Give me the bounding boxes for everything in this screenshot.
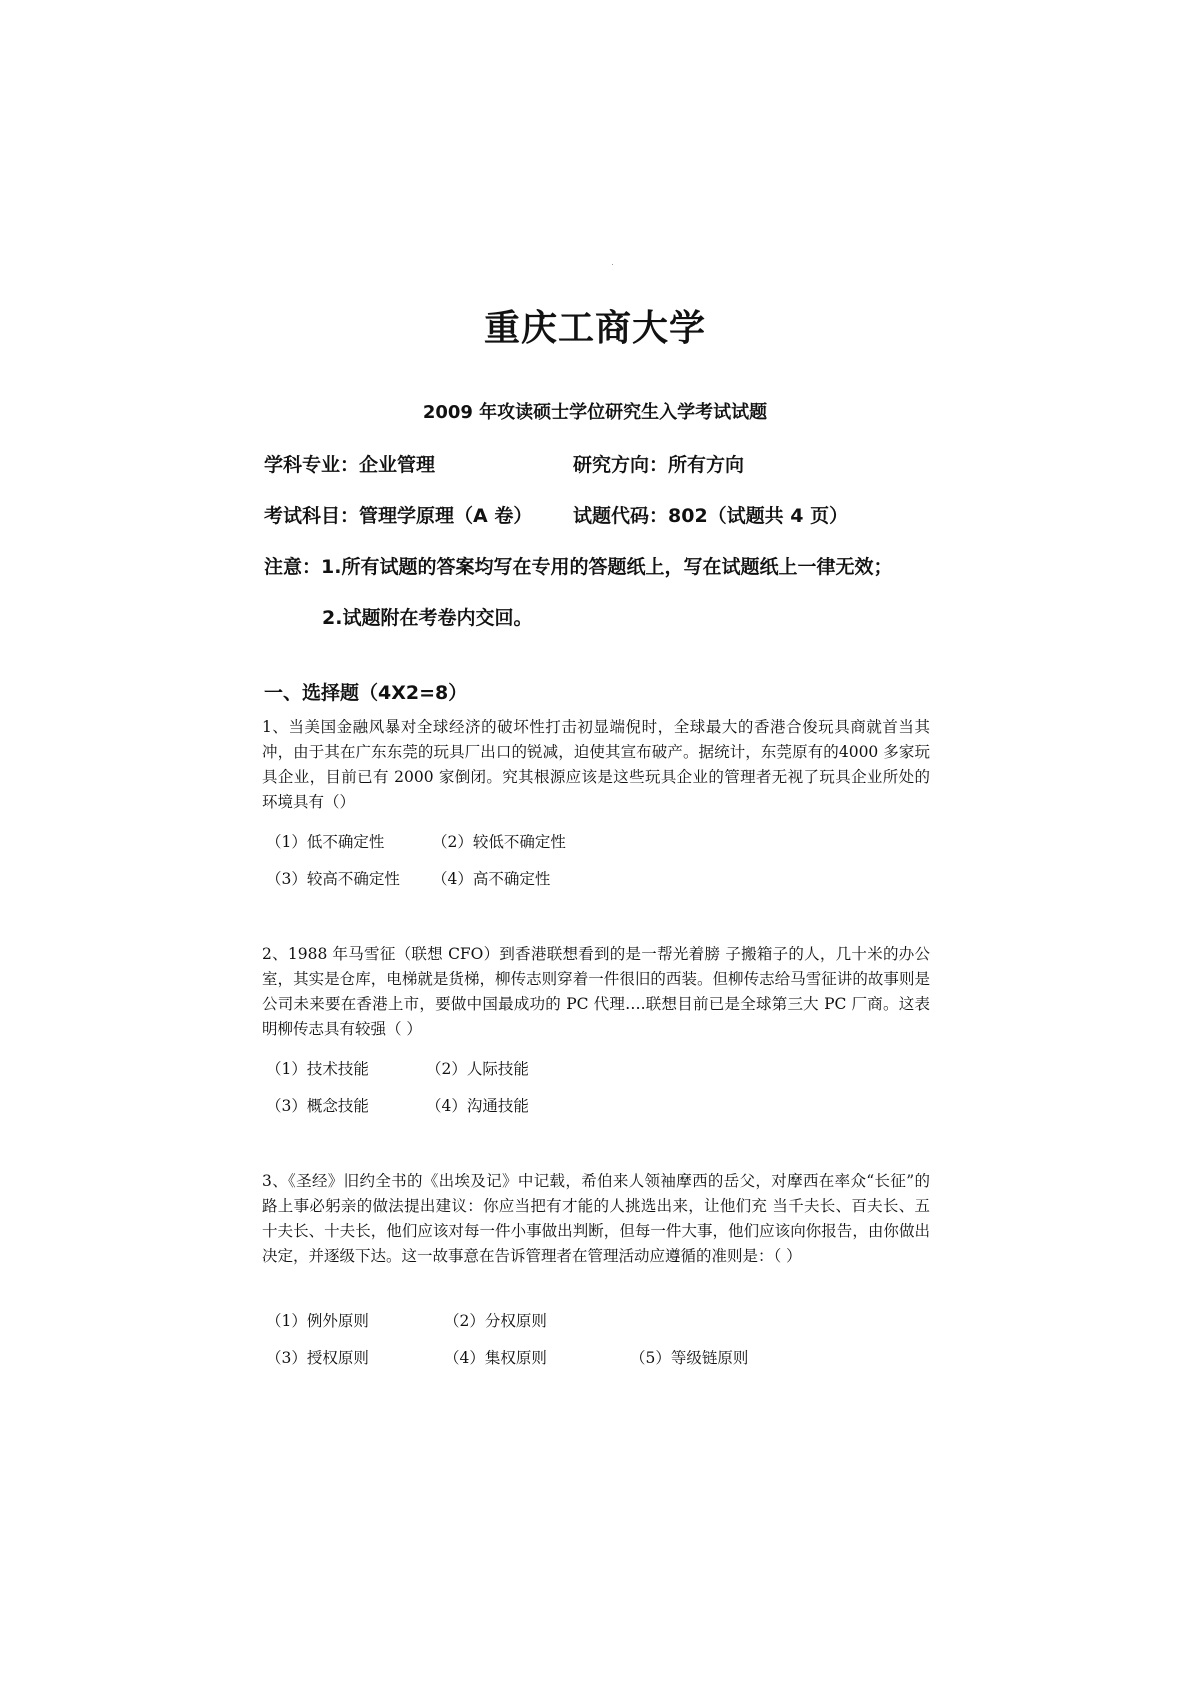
question-3-option-4: （4）集权原则	[444, 1349, 547, 1367]
question-2-option-2: （2）人际技能	[426, 1060, 529, 1078]
code-field: 试题代码：802（试题共 4 页）	[573, 505, 849, 527]
question-3-option-5: （5）等级链原则	[630, 1349, 749, 1367]
notice-line-1: 注意：1.所有试题的答案均写在专用的答题纸上，写在试题纸上一律无效；	[264, 556, 893, 578]
exam-title: 2009 年攻读硕士学位研究生入学考试试题	[422, 402, 768, 423]
question-1-option-1: （1）低不确定性	[266, 833, 385, 851]
question-3-option-3: （3）授权原则	[266, 1349, 369, 1367]
question-2-text: 2、1988 年马雪征（联想 CFO）到香港联想看到的是一帮光着膀 子搬箱子的人，几十米的办公室，其实是仓库，电梯就是货梯，柳传志则穿着一件很旧的西装。但柳传志给马雪征讲的故事则是公司未来要在香港上市，要做中国最成功的 PC 代理….联想目前已是全球第三大 PC 厂商。这表明柳传志具有较强（ ）	[262, 945, 930, 1038]
question-1-option-3: （3）较高不确定性	[266, 870, 400, 888]
major-field: 学科专业：企业管理	[264, 454, 436, 476]
notice-line-2: 2.试题附在考卷内交回。	[322, 607, 533, 629]
scan-speck	[612, 264, 613, 265]
subject-field: 考试科目：管理学原理（A 卷）	[264, 505, 533, 527]
question-2-option-1: （1）技术技能	[266, 1060, 369, 1078]
question-3-option-2: （2）分权原则	[444, 1312, 547, 1330]
section-title: 一、选择题（4X2=8）	[264, 682, 468, 704]
question-1-text: 1、当美国金融风暴对全球经济的破坏性打击初显端倪时，全球最大的香港合俊玩具商就首当其冲，由于其在广东东莞的玩具厂出口的锐减，迫使其宣布破产。据统计，东莞原有的4000 多家玩具企业，目前已有 2000 家倒闭。究其根源应该是这些玩具企业的管理者无视了玩具企业所处的环境具有（）	[262, 718, 930, 811]
question-1-option-2: （2）较低不确定性	[432, 833, 566, 851]
direction-field: 研究方向：所有方向	[573, 454, 745, 476]
question-1-option-4: （4）高不确定性	[432, 870, 551, 888]
question-3-option-1: （1）例外原则	[266, 1312, 369, 1330]
question-3-text: 3、《圣经》旧约全书的《出埃及记》中记载，希伯来人领袖摩西的岳父，对摩西在率众“长征”的路上事必躬亲的做法提出建议：你应当把有才能的人挑选出来，让他们充 当千夫长、百夫长、五十夫长、十夫长，他们应该对每一件小事做出判断，但每一件大事，他们应该向你报告，由你做出决定，并逐级下达。这一故事意在告诉管理者在管理活动应遵循的准则是：（ ）	[262, 1172, 930, 1265]
question-2-option-3: （3）概念技能	[266, 1097, 369, 1115]
university-title: 重庆工商大学	[483, 308, 706, 349]
question-2-option-4: （4）沟通技能	[426, 1097, 529, 1115]
